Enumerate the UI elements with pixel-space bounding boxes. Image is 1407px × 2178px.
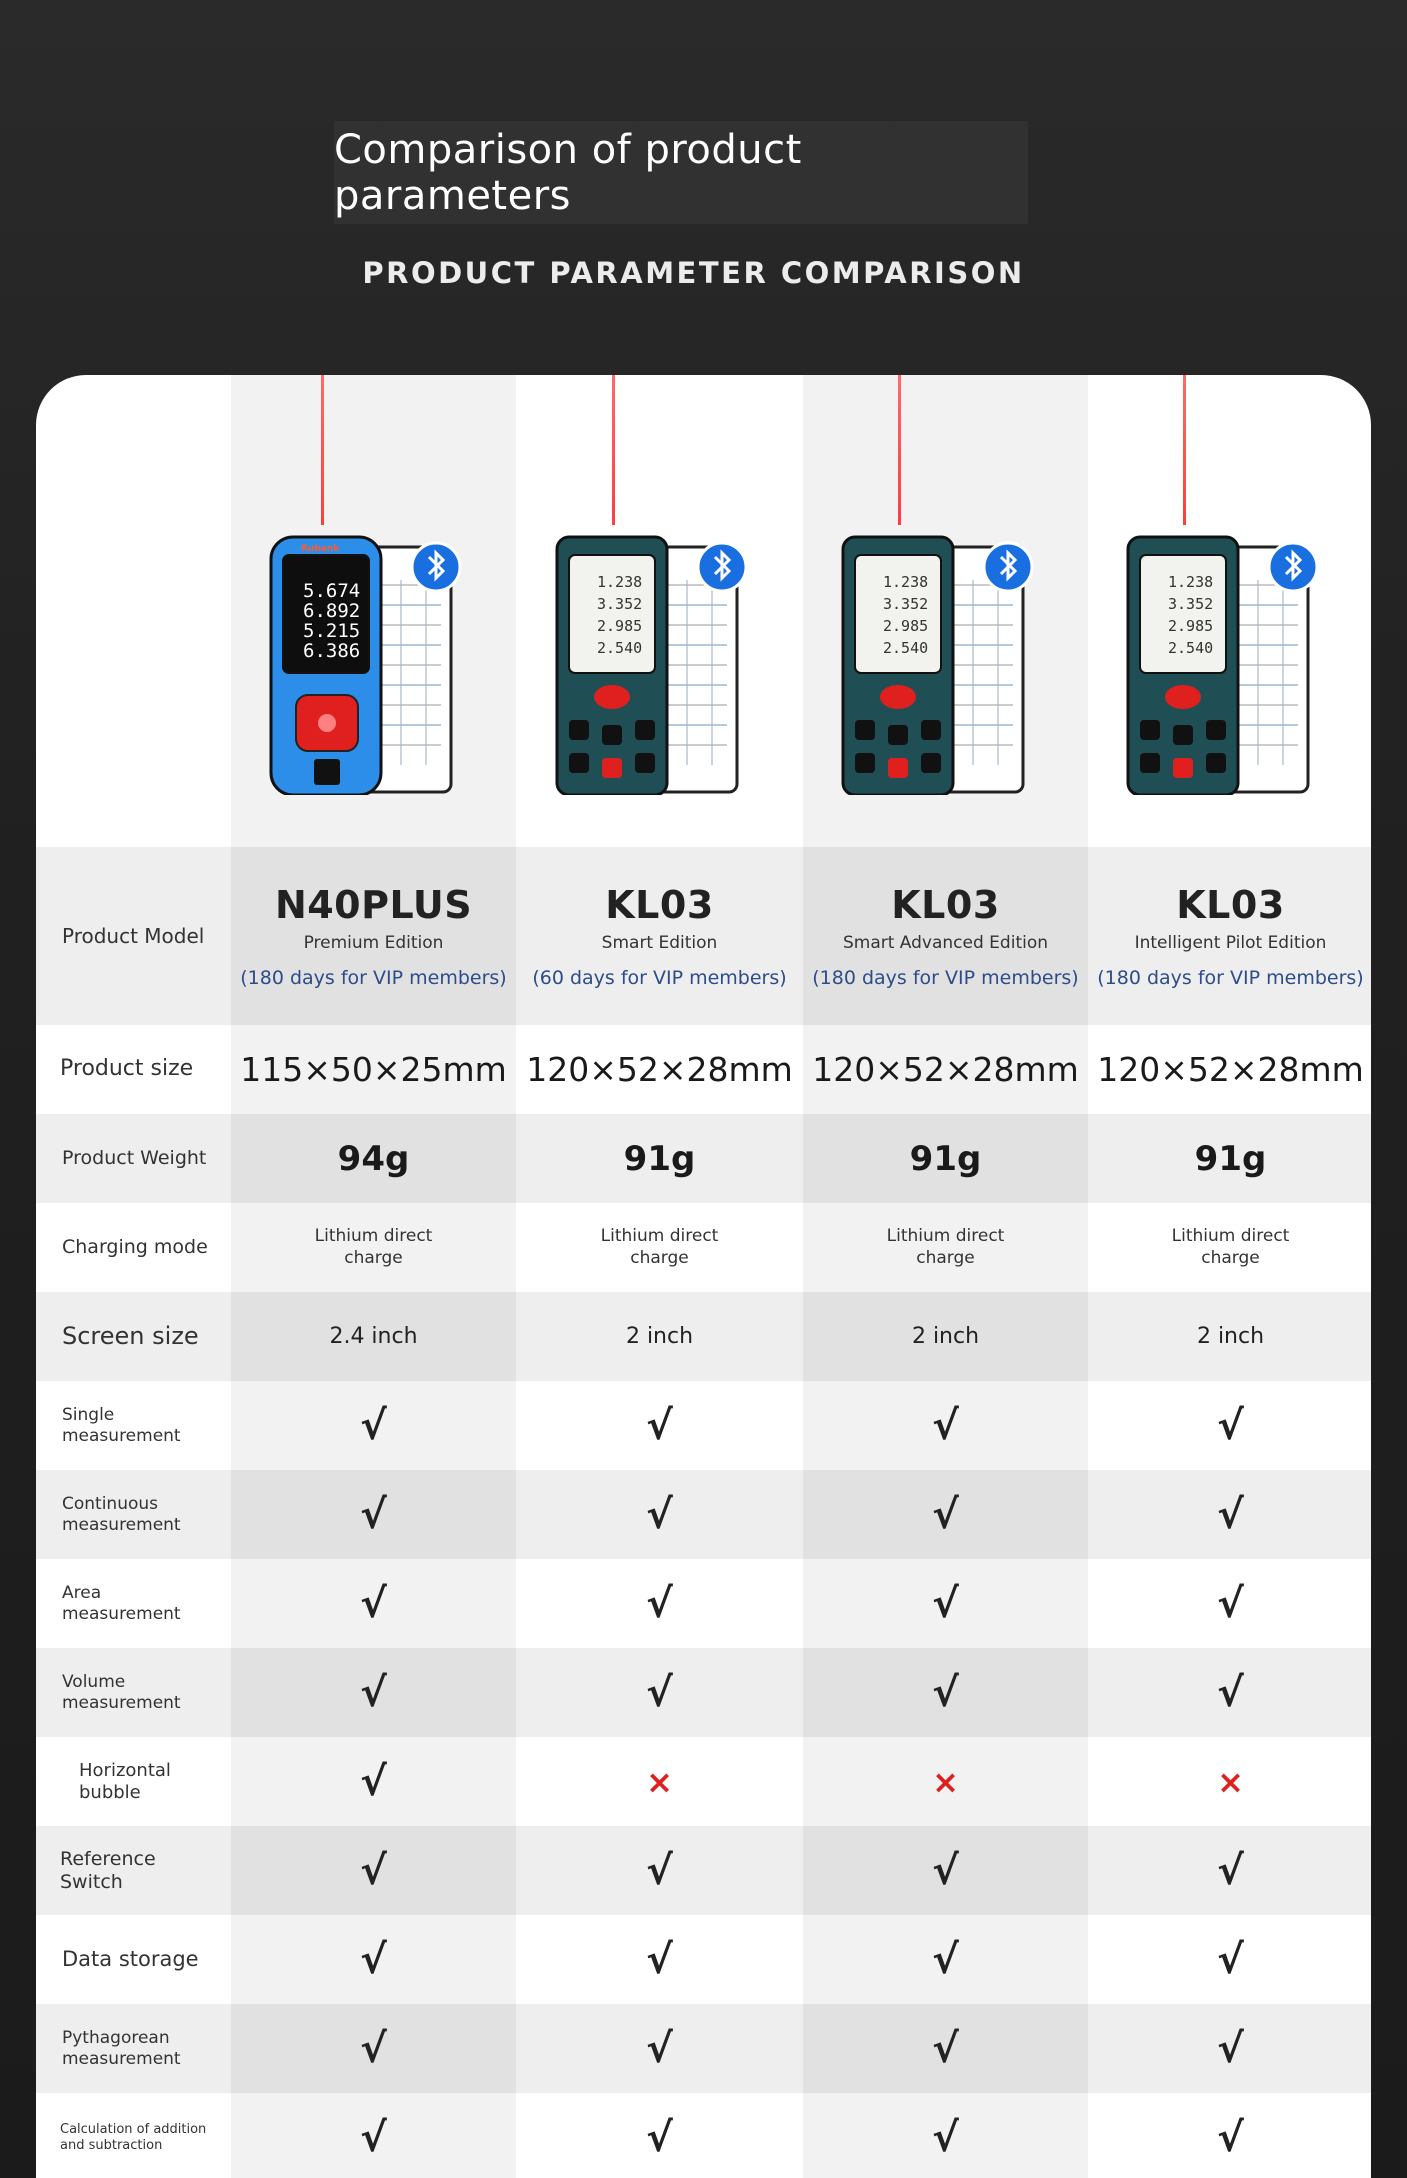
row-product-size <box>36 1025 1371 1114</box>
table-cell <box>517 1737 802 1826</box>
model-edition: Smart Edition <box>601 932 718 953</box>
model-edition: Intelligent Pilot Edition <box>1134 932 1327 953</box>
check-icon: √ <box>360 2025 387 2072</box>
cross-icon: × <box>932 1762 959 1801</box>
laser-rangefinder-teal-icon <box>1108 525 1348 795</box>
size-value: 120×52×28mm <box>812 1050 1079 1089</box>
table-cell <box>1088 1470 1371 1559</box>
charging-value: Lithium direct charge <box>886 1226 1005 1268</box>
keypad-center <box>318 714 336 732</box>
laser-rangefinder-teal-icon <box>823 525 1063 795</box>
screen-value: 2.4 inch <box>329 1324 418 1349</box>
row-product-weight <box>36 1114 1371 1203</box>
comparison-card <box>36 375 1371 2178</box>
table-cell <box>231 2093 516 2178</box>
row-feature <box>36 1737 1371 1826</box>
row-feature <box>36 1915 1371 2004</box>
device-button <box>569 753 589 773</box>
table-cell <box>1088 2093 1371 2178</box>
table-cell <box>231 1292 516 1381</box>
device-button <box>855 720 875 740</box>
device-button <box>1206 720 1226 740</box>
table-cell <box>231 2004 516 2093</box>
check-icon: √ <box>1217 1936 1244 1983</box>
device-brand: Rubank <box>301 544 340 554</box>
model-name: N40PLUS <box>274 882 473 927</box>
check-icon: √ <box>360 1669 387 1716</box>
check-icon: √ <box>932 1491 959 1538</box>
check-icon: √ <box>646 2025 673 2072</box>
screen-reading: 2.985 <box>1168 617 1214 635</box>
table-cell <box>231 1470 516 1559</box>
table-cell <box>231 1114 516 1203</box>
model-name: KL03 <box>1176 882 1285 927</box>
laser-beam <box>612 375 615 525</box>
charging-value: Lithium direct charge <box>314 1226 433 1268</box>
table-cell <box>803 1915 1088 2004</box>
row-label: Screen size <box>62 1322 199 1351</box>
table-cell <box>803 2004 1088 2093</box>
table-cell <box>1088 1559 1371 1648</box>
charging-value: Lithium direct charge <box>1171 1226 1290 1268</box>
row-feature <box>36 1648 1371 1737</box>
table-cell <box>231 847 516 1025</box>
table-cell <box>803 1114 1088 1203</box>
screen-reading: 2.540 <box>597 639 643 657</box>
check-icon: √ <box>360 1580 387 1627</box>
laser-beam <box>898 375 901 525</box>
table-cell <box>517 1203 802 1292</box>
product-image <box>823 525 1063 795</box>
row-feature <box>36 1381 1371 1470</box>
check-icon: √ <box>1217 1847 1244 1894</box>
table-cell <box>517 2004 802 2093</box>
model-edition: Smart Advanced Edition <box>842 932 1049 953</box>
table-cell <box>803 1025 1088 1114</box>
table-cell <box>517 1025 802 1114</box>
check-icon: √ <box>932 1847 959 1894</box>
table-cell <box>1088 1737 1371 1826</box>
table-cell <box>517 2093 802 2178</box>
row-label: Data storage <box>62 1946 199 1971</box>
table-cell <box>517 1114 802 1203</box>
check-icon: √ <box>646 1491 673 1538</box>
row-feature <box>36 2004 1371 2093</box>
screen-reading: 5.215 <box>303 620 361 642</box>
cross-icon: × <box>1217 1762 1244 1801</box>
size-value: 115×50×25mm <box>240 1050 507 1089</box>
table-cell <box>803 1292 1088 1381</box>
row-feature <box>36 1826 1371 1915</box>
table-cell <box>1088 1114 1371 1203</box>
table-cell <box>517 1292 802 1381</box>
row-charging-mode <box>36 1203 1371 1292</box>
row-label: Single measurement <box>62 1405 181 1446</box>
table-cell <box>517 1915 802 2004</box>
screen-reading: 3.352 <box>1168 595 1214 613</box>
vip-note: (180 days for VIP members) <box>812 967 1079 990</box>
table-cell <box>1088 1203 1371 1292</box>
screen-reading: 1.238 <box>597 573 643 591</box>
table-cell <box>231 1203 516 1292</box>
device-button <box>1140 753 1160 773</box>
device-button <box>1206 753 1226 773</box>
page-subtitle: PRODUCT PARAMETER COMPARISON <box>362 256 1025 290</box>
check-icon: √ <box>1217 1491 1244 1538</box>
table-cell <box>517 1648 802 1737</box>
device-button <box>635 753 655 773</box>
row-label: Volume measurement <box>62 1672 181 1713</box>
screen-reading: 3.352 <box>883 595 929 613</box>
device-button <box>888 758 908 778</box>
screen-reading: 3.352 <box>597 595 643 613</box>
table-cell <box>1088 1292 1371 1381</box>
check-icon: √ <box>932 1936 959 1983</box>
table-cell <box>803 1203 1088 1292</box>
table-cell <box>803 1559 1088 1648</box>
screen-reading: 2.540 <box>883 639 929 657</box>
table-cell <box>1088 1915 1371 2004</box>
row-label: Product Model <box>62 924 205 948</box>
laser-beam <box>321 375 324 525</box>
read-button-icon <box>594 685 630 709</box>
row-label: Product size <box>60 1056 194 1082</box>
table-cell <box>231 1915 516 2004</box>
charging-value: Lithium direct charge <box>600 1226 719 1268</box>
screen-reading: 1.238 <box>1168 573 1214 591</box>
title-box <box>334 121 1028 224</box>
table-cell <box>1088 1025 1371 1114</box>
weight-value: 91g <box>909 1138 982 1179</box>
check-icon: √ <box>932 1669 959 1716</box>
check-icon: √ <box>646 2114 673 2161</box>
vip-note: (180 days for VIP members) <box>240 967 507 990</box>
device-button <box>1140 720 1160 740</box>
check-icon: √ <box>360 2114 387 2161</box>
weight-value: 91g <box>623 1138 696 1179</box>
check-icon: √ <box>646 1847 673 1894</box>
device-button <box>602 725 622 745</box>
screen-value: 2 inch <box>625 1324 694 1349</box>
table-cell <box>231 1737 516 1826</box>
check-icon: √ <box>646 1580 673 1627</box>
table-cell <box>803 1470 1088 1559</box>
check-icon: √ <box>932 2025 959 2072</box>
row-label: Calculation of addition and subtraction <box>60 2121 207 2153</box>
check-icon: √ <box>646 1402 673 1449</box>
read-button-icon <box>880 685 916 709</box>
row-label: Area measurement <box>62 1583 181 1624</box>
check-icon: √ <box>360 1758 387 1805</box>
vip-note: (60 days for VIP members) <box>532 967 787 990</box>
table-cell <box>1088 2004 1371 2093</box>
device-button <box>888 725 908 745</box>
device-button <box>1173 725 1193 745</box>
check-icon: √ <box>646 1669 673 1716</box>
screen-reading: 2.985 <box>883 617 929 635</box>
product-image <box>537 525 777 795</box>
device-button <box>602 758 622 778</box>
product-image <box>251 525 491 795</box>
screen-reading: 1.238 <box>883 573 929 591</box>
table-cell <box>517 1381 802 1470</box>
table-cell <box>803 1737 1088 1826</box>
screen-reading: 6.892 <box>303 600 361 622</box>
check-icon: √ <box>360 1402 387 1449</box>
weight-value: 91g <box>1194 1138 1267 1179</box>
device-port <box>314 759 340 785</box>
check-icon: √ <box>932 2114 959 2161</box>
check-icon: √ <box>360 1491 387 1538</box>
table-cell <box>803 1648 1088 1737</box>
screen-value: 2 inch <box>1196 1324 1265 1349</box>
model-name: KL03 <box>605 882 714 927</box>
table-cell <box>517 1826 802 1915</box>
size-value: 120×52×28mm <box>526 1050 793 1089</box>
row-screen-size <box>36 1292 1371 1381</box>
check-icon: √ <box>1217 2025 1244 2072</box>
screen-reading: 5.674 <box>303 580 361 602</box>
check-icon: √ <box>932 1402 959 1449</box>
screen-reading: 6.386 <box>303 640 361 662</box>
table-cell <box>231 1826 516 1915</box>
vip-note: (180 days for VIP members) <box>1097 967 1364 990</box>
table-cell <box>231 1559 516 1648</box>
cross-icon: × <box>646 1762 673 1801</box>
screen-value: 2 inch <box>911 1324 980 1349</box>
row-feature <box>36 1470 1371 1559</box>
device-button <box>855 753 875 773</box>
row-label: Pythagorean measurement <box>62 2028 181 2069</box>
table-cell <box>803 2093 1088 2178</box>
table-cell <box>231 1025 516 1114</box>
size-value: 120×52×28mm <box>1097 1050 1364 1089</box>
row-feature <box>36 2093 1371 2178</box>
device-button <box>569 720 589 740</box>
check-icon: √ <box>360 1936 387 1983</box>
laser-beam <box>1183 375 1186 525</box>
row-product-model <box>36 847 1371 1025</box>
model-name: KL03 <box>891 882 1000 927</box>
check-icon: √ <box>1217 2114 1244 2161</box>
check-icon: √ <box>646 1936 673 1983</box>
laser-rangefinder-teal-icon <box>537 525 777 795</box>
table-cell <box>1088 1826 1371 1915</box>
table-cell <box>1088 1381 1371 1470</box>
product-image <box>1108 525 1348 795</box>
table-cell <box>1088 847 1371 1025</box>
table-cell <box>231 1381 516 1470</box>
screen-reading: 2.540 <box>1168 639 1214 657</box>
device-button <box>1173 758 1193 778</box>
screen-reading: 2.985 <box>597 617 643 635</box>
row-feature <box>36 1559 1371 1648</box>
device-button <box>921 753 941 773</box>
table-cell <box>803 1381 1088 1470</box>
table-cell <box>517 1470 802 1559</box>
table-cell <box>517 847 802 1025</box>
check-icon: √ <box>1217 1402 1244 1449</box>
row-label: Charging mode <box>62 1236 208 1259</box>
row-label: Horizontal bubble <box>79 1759 171 1803</box>
row-label: Reference Switch <box>60 1847 156 1893</box>
table-cell <box>231 1648 516 1737</box>
table-cell <box>803 847 1088 1025</box>
device-button <box>921 720 941 740</box>
row-label: Continuous measurement <box>62 1494 181 1535</box>
model-edition: Premium Edition <box>303 932 444 953</box>
weight-value: 94g <box>337 1138 410 1179</box>
row-label: Product Weight <box>62 1147 207 1170</box>
check-icon: √ <box>1217 1669 1244 1716</box>
check-icon: √ <box>932 1580 959 1627</box>
laser-rangefinder-blue-icon <box>251 525 491 795</box>
table-cell <box>517 1559 802 1648</box>
page-title: Comparison of product parameters <box>334 126 802 219</box>
table-cell <box>803 1826 1088 1915</box>
device-button <box>635 720 655 740</box>
read-button-icon <box>1165 685 1201 709</box>
check-icon: √ <box>1217 1580 1244 1627</box>
check-icon: √ <box>360 1847 387 1894</box>
table-cell <box>1088 1648 1371 1737</box>
